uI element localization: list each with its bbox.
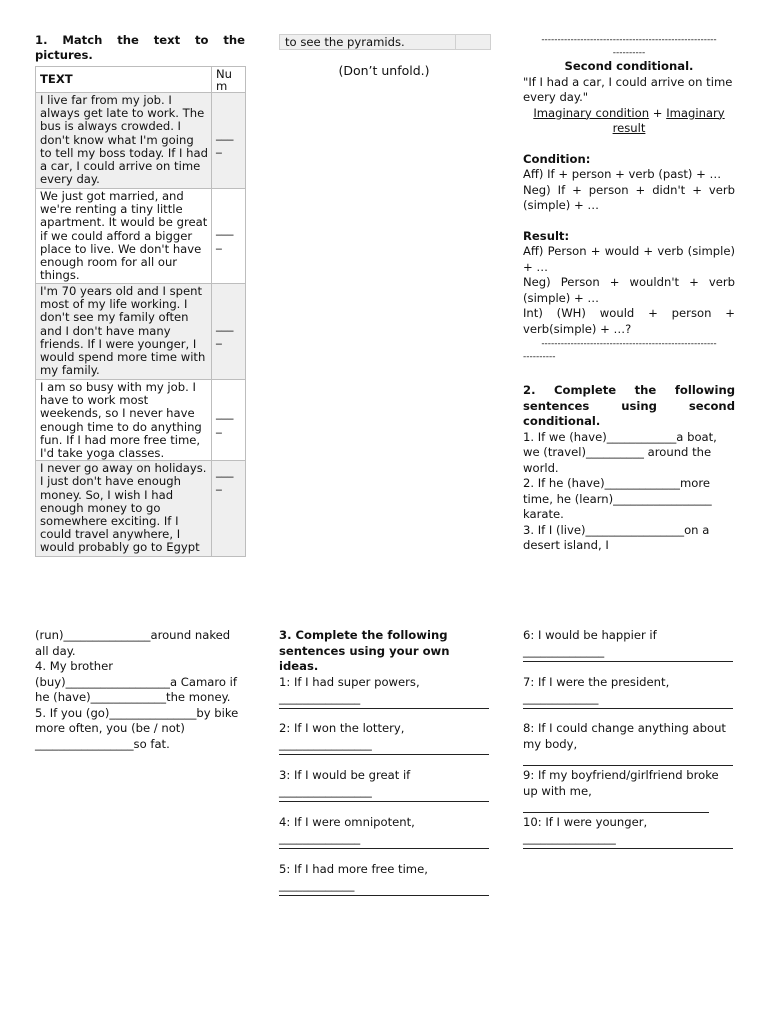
exercise-3-item <box>279 768 491 802</box>
exercise-3-item <box>279 721 491 755</box>
dashed-separator: ---------- <box>612 48 646 58</box>
answer-blank[interactable]: _____________ <box>279 877 355 892</box>
answer-blank[interactable]: ______________ <box>279 830 361 845</box>
exercise-2-sentence-1: 1. If we (have)____________a boat, we (travel)__________ around the world. <box>523 429 717 475</box>
continuation-text: to see the pyramids. <box>285 35 405 49</box>
answer-line[interactable] <box>279 801 489 802</box>
answer-line[interactable] <box>523 661 733 662</box>
dashed-separator: ---------- <box>523 352 556 362</box>
item-prompt: 2: If I won the lottery, <box>279 721 405 735</box>
answer-blank[interactable]: ______________ <box>279 690 361 705</box>
answer-blank[interactable]: ________________ <box>523 830 616 845</box>
exercise-3-item <box>523 768 735 813</box>
item-prompt: 6: I would be happier if <box>523 628 657 642</box>
exercise-3-item <box>523 628 735 662</box>
row-text: I live far from my job. I always get late to work. The bus is always crowded. I don't know what I'm going to tell my boss today. If I had a car, I could arrive on time every day. <box>36 93 212 189</box>
table-row <box>36 189 246 284</box>
answer-line[interactable] <box>523 708 733 709</box>
formula-plus: + <box>652 105 663 120</box>
table-continuation <box>279 34 491 50</box>
exercise-2-sentence-4: 4. My brother (buy)__________________a Camaro if he (have)_____________the money. <box>35 659 237 704</box>
row-text: I am so busy with my job. I have to work most weekends, so I never have enough time to do anything fun. If I had more free time, I'd take yoga classes. <box>36 380 212 461</box>
match-table <box>35 66 246 557</box>
answer-blank[interactable]: ________________ <box>279 736 372 751</box>
exercise-3-item <box>523 675 735 709</box>
answer-blank[interactable]: ___ _ <box>212 284 246 380</box>
column-header-num: Nu m <box>212 67 246 93</box>
item-prompt: 3: If I would be great if <box>279 768 411 782</box>
grammar-example: "If I had a car, I could arrive on time every day." <box>523 74 733 104</box>
item-prompt: 1: If I had super powers, <box>279 675 420 689</box>
grammar-title: Second conditional. <box>564 59 694 73</box>
table-row <box>36 284 246 380</box>
answer-blank[interactable]: ________________ <box>279 783 372 798</box>
answer-line[interactable] <box>279 848 489 849</box>
answer-blank[interactable]: ___ _ <box>212 93 246 189</box>
dont-unfold-note: (Don’t unfold.) <box>338 63 430 78</box>
table-header-row <box>36 67 246 93</box>
result-heading: Result: <box>523 228 570 243</box>
exercise-3-item <box>279 815 491 849</box>
table-row <box>36 380 246 461</box>
item-prompt: 4: If I were omnipotent, <box>279 815 415 829</box>
row-text: I'm 70 years old and I spent most of my life working. I don't see my family often and I don't have many friends. If I were younger, I would spend more time with my family. <box>36 284 212 380</box>
exercise-3-title: 3. Complete the following sentences using your own ideas. <box>279 628 450 673</box>
answer-line[interactable] <box>279 754 489 755</box>
answer-line[interactable] <box>279 895 489 896</box>
exercise-2-title: 2. Complete the following sentences using second conditional. <box>523 383 735 428</box>
dashed-separator: ------------------------------------------------------ <box>541 339 717 349</box>
result-neg: Neg) Person + wouldn't + verb (simple) + … <box>523 275 735 305</box>
answer-line[interactable] <box>523 848 733 849</box>
table-row <box>36 461 246 557</box>
condition-heading: Condition: <box>523 151 591 166</box>
answer-line[interactable] <box>279 708 489 709</box>
exercise-3-item <box>523 721 735 766</box>
grammar-box <box>523 33 735 363</box>
exercise-2 <box>523 383 735 554</box>
answer-blank[interactable]: ______________ <box>523 643 605 658</box>
item-prompt: 10: If I were younger, <box>523 815 648 829</box>
item-prompt: 9: If my boyfriend/girlfriend broke up with me, <box>523 768 719 798</box>
formula-result: Imaginary result <box>612 105 725 135</box>
answer-blank[interactable]: ___ _ <box>212 189 246 284</box>
result-int: Int) (WH) would + person + verb(simple) + …? <box>523 306 735 336</box>
answer-blank[interactable]: ___ _ <box>212 380 246 461</box>
answer-blank[interactable]: ___ _ <box>212 461 246 557</box>
exercise-3-item <box>523 815 735 849</box>
answer-line[interactable] <box>523 765 733 766</box>
exercise-1-title: 1. Match the text to the pictures. <box>35 33 245 62</box>
item-prompt: 5: If I had more free time, <box>279 862 428 876</box>
exercise-2-sentence-3a: 3. If I (live)_________________on a desert island, I <box>523 522 710 552</box>
item-prompt: 8: If I could change anything about my body, <box>523 721 726 751</box>
answer-blank[interactable]: _____________ <box>523 690 599 705</box>
condition-neg: Neg) If + person + didn't + verb (simple) + … <box>523 182 735 212</box>
table-row <box>36 93 246 189</box>
item-prompt: 7: If I were the president, <box>523 675 670 689</box>
dashed-separator: ------------------------------------------------------ <box>541 35 717 45</box>
row-text: I never go away on holidays. I just don't have enough money. So, I wish I had enough money to go somewhere exciting. If I could travel anywhere, I would probably go to Egypt <box>36 461 212 557</box>
exercise-2-sentence-2: 2. If he (have)_____________more time, he (learn)_________________ karate. <box>523 476 712 521</box>
formula-condition: Imaginary condition <box>533 105 650 120</box>
exercise-3-item <box>279 675 491 709</box>
exercise-2-sentence-5: 5. If you (go)_______________by bike more often, you (be / not) _________________so fat. <box>35 705 239 751</box>
exercise-2-sentence-3b: (run)_______________around naked all day. <box>35 628 231 658</box>
exercise-3-item <box>279 862 491 896</box>
row-text: We just got married, and we're renting a tiny little apartment. It would be great if we could afford a bigger place to live. We don't have enough room for all our things. <box>36 189 212 284</box>
grammar-formula <box>523 106 735 137</box>
result-aff: Aff) Person + would + verb (simple) + … <box>523 244 735 274</box>
column-header-text: TEXT <box>36 67 212 93</box>
answer-line[interactable] <box>523 812 709 813</box>
condition-aff: Aff) If + person + verb (past) + … <box>523 167 722 181</box>
exercise-2-continued <box>35 628 247 752</box>
